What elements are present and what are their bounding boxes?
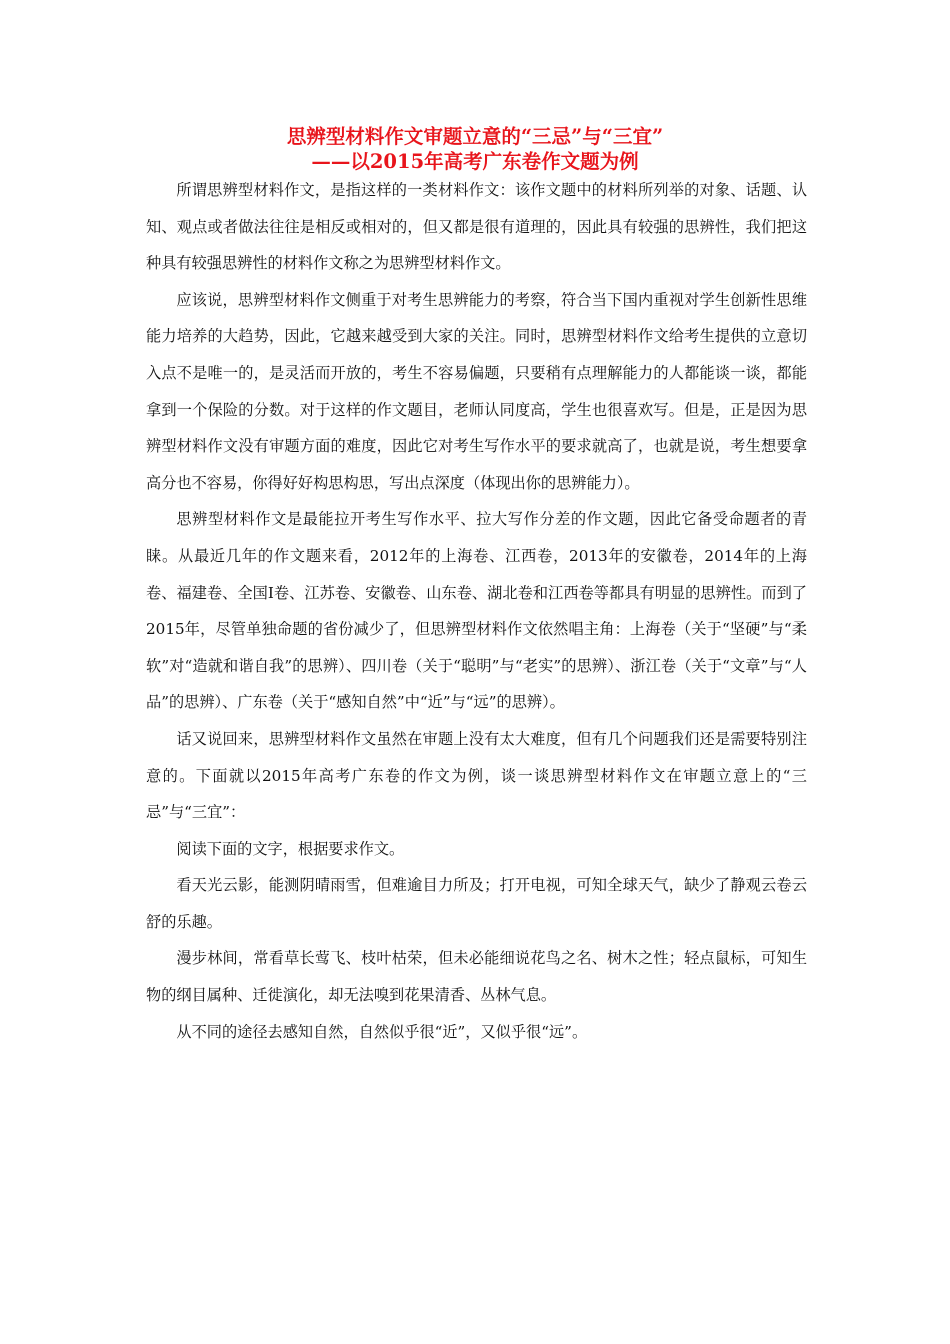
document-title (130, 124, 820, 174)
document-body (146, 172, 807, 1050)
paragraph-prompt-forest: 漫步林间，常看草长莺飞、枝叶枯荣，但未必能细说花鸟之名、树木之性；轻点鼠标，可知生物的纲目属种、迁徙演化，却无法嗅到花果清香、丛林气息。 (146, 949, 807, 1005)
paragraph-significance: 应该说，思辨型材料作文侧重于对考生思辨能力的考察，符合当下国内重视对学生创新性思维能力培养的大趋势，因此，它越来越受到大家的关注。同时，思辨型材料作文给考生提供的立意切入点不是唯一的，是灵活而开放的，考生不容易偏题，只要稍有点理解能力的人都能谈一谈，都能拿到一个保险的分数。对于这样的作文题目，老师认同度高，学生也很喜欢写。但是，正是因为思辨型材料作文没有审题方面的难度，因此它对考生写作水平的要求就高了，也就是说，考生想要拿高分也不容易，你得好好构思构思，写出点深度（体现出你的思辨能力）。 (146, 290, 807, 492)
paragraph-prompt-instruction: 阅读下面的文字，根据要求作文。 (176, 839, 405, 858)
paragraph-introduction: 话又说回来，思辨型材料作文虽然在审题上没有太大难度，但有几个问题我们还是需要特别注意的。下面就以2015年高考广东卷的作文为例，谈一谈思辨型材料作文在审题立意上的“三忌”与“三宜”： (146, 729, 807, 822)
title-line-main: 思辨型材料作文审题立意的“三忌”与“三宜” (286, 125, 664, 148)
paragraph-exam-history: 思辨型材料作文是最能拉开考生写作水平、拉大写作分差的作文题，因此它备受命题者的青睐。从最近几年的作文题来看，2012年的上海卷、江西卷，2013年的安徽卷，2014年的上海卷、福建卷、全国Ⅰ卷、江苏卷、安徽卷、山东卷、湖北卷和江西卷等都具有明显的思辨性。而到了2015年，尽管单独命题的省份减少了，但思辨型材料作文依然唱主角：上海卷（关于“坚硬”与“柔软”对“造就和谐自我”的思辨）、四川卷（关于“聪明”与“老实”的思辨）、浙江卷（关于“文章”与“人品”的思辨）、广东卷（关于“感知自然”中“近”与“远”的思辨）。 (146, 510, 807, 712)
paragraph-prompt-conclusion: 从不同的途径去感知自然，自然似乎很“近”，又似乎很“远”。 (176, 1022, 588, 1041)
paragraph-definition: 所谓思辨型材料作文，是指这样的一类材料作文：该作文题中的材料所列举的对象、话题、认知、观点或者做法往往是相反或相对的，但又都是很有道理的，因此具有较强的思辨性，我们把这种具有较强思辨性的材料作文称之为思辨型材料作文。 (146, 181, 807, 273)
paragraph-prompt-sky: 看天光云影，能测阴晴雨雪，但难逾目力所及；打开电视，可知全球天气，缺少了静观云卷云舒的乐趣。 (146, 876, 807, 931)
title-line-subtitle: ——以2015年高考广东卷作文题为例 (311, 150, 639, 173)
